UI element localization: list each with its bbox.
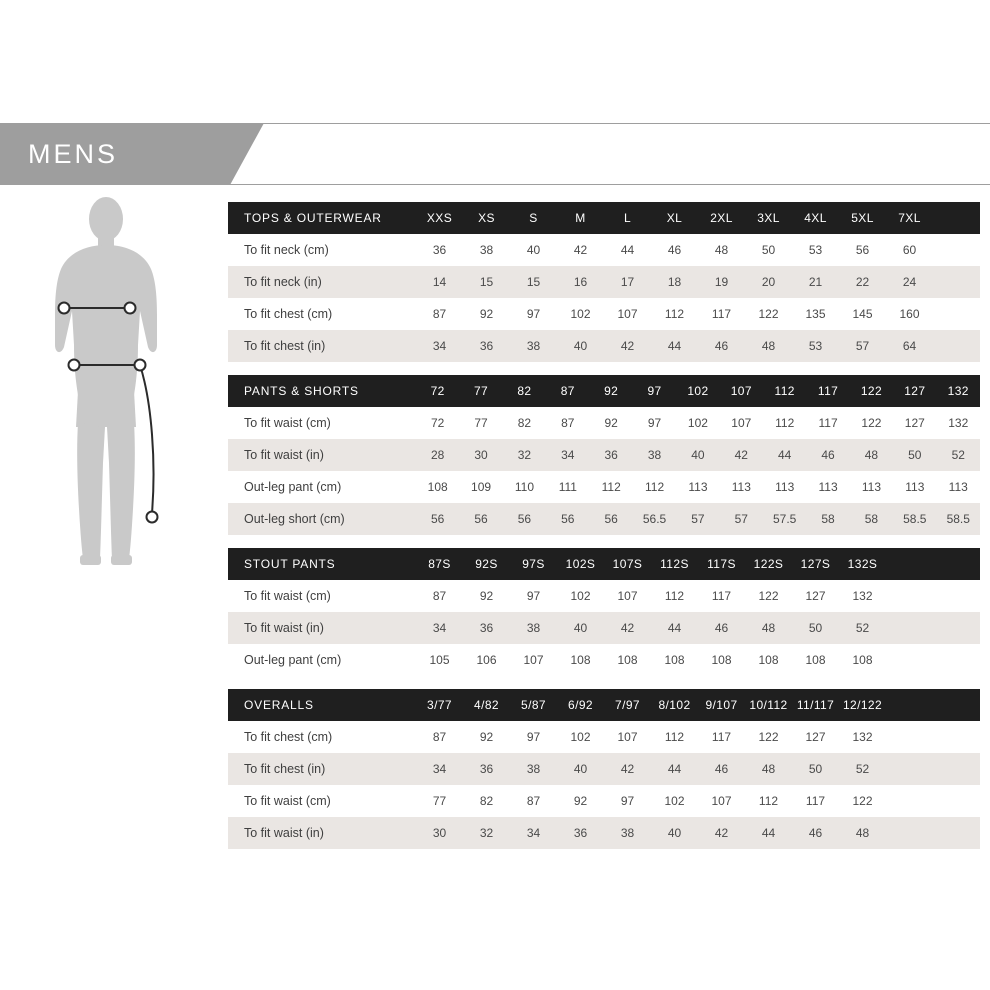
cell: 38 — [510, 612, 557, 644]
table-header-row — [228, 689, 980, 721]
cell: 111 — [546, 471, 589, 503]
male-body-measurement-diagram — [28, 195, 208, 575]
table-stout-pants — [228, 548, 980, 676]
size-header-cell: 8/102 — [651, 689, 698, 721]
cell: 132 — [937, 407, 981, 439]
cell: 28 — [416, 439, 459, 471]
cell: 108 — [604, 644, 651, 676]
cell — [933, 612, 980, 644]
cell: 36 — [463, 753, 510, 785]
table-row — [228, 785, 980, 817]
cell: 72 — [416, 407, 459, 439]
cell: 97 — [510, 580, 557, 612]
cell: 40 — [557, 330, 604, 362]
size-header-cell: XS — [463, 202, 510, 234]
cell: 108 — [557, 644, 604, 676]
cell: 113 — [893, 471, 936, 503]
cell: 87 — [416, 298, 463, 330]
cell: 40 — [651, 817, 698, 849]
table-row — [228, 266, 980, 298]
cell: 113 — [850, 471, 893, 503]
cell: 34 — [416, 612, 463, 644]
size-header-cell: 92 — [590, 375, 633, 407]
size-header-cell: 102S — [557, 548, 604, 580]
table-row — [228, 330, 980, 362]
cell: 42 — [604, 753, 651, 785]
cell: 108 — [792, 644, 839, 676]
cell: 92 — [463, 580, 510, 612]
cell: 87 — [416, 580, 463, 612]
cell: 127 — [792, 721, 839, 753]
cell: 122 — [745, 721, 792, 753]
cell: 87 — [510, 785, 557, 817]
cell: 108 — [745, 644, 792, 676]
cell: 36 — [463, 612, 510, 644]
cell: 44 — [651, 330, 698, 362]
cell: 113 — [720, 471, 763, 503]
cell: 17 — [604, 266, 651, 298]
cell: 46 — [698, 330, 745, 362]
cell: 160 — [886, 298, 933, 330]
cell: 44 — [651, 753, 698, 785]
cell: 32 — [503, 439, 546, 471]
cell: 117 — [698, 298, 745, 330]
cell: 112 — [651, 580, 698, 612]
size-header-cell: 117 — [806, 375, 849, 407]
size-chart-tables — [228, 202, 980, 849]
size-header-cell: L — [604, 202, 651, 234]
cell: 64 — [886, 330, 933, 362]
cell: 112 — [590, 471, 633, 503]
cell: 122 — [850, 407, 893, 439]
row-label: To fit waist (cm) — [228, 407, 416, 439]
size-header-cell: 7/97 — [604, 689, 651, 721]
cell: 56 — [839, 234, 886, 266]
page-title: MENS — [28, 139, 119, 169]
cell: 32 — [463, 817, 510, 849]
cell: 60 — [886, 234, 933, 266]
cell: 40 — [557, 612, 604, 644]
cell: 42 — [698, 817, 745, 849]
cell: 110 — [503, 471, 546, 503]
cell: 15 — [510, 266, 557, 298]
cell: 82 — [503, 407, 546, 439]
cell: 56 — [503, 503, 546, 535]
size-header-cell: 107S — [604, 548, 651, 580]
cell: 52 — [937, 439, 981, 471]
table-row — [228, 612, 980, 644]
size-header-cell: 4XL — [792, 202, 839, 234]
page-header-banner — [0, 123, 990, 185]
cell: 38 — [510, 753, 557, 785]
size-header-cell — [933, 689, 980, 721]
size-header-cell: 97 — [633, 375, 676, 407]
cell: 48 — [745, 612, 792, 644]
cell: 127 — [893, 407, 936, 439]
banner-rule-top — [246, 123, 990, 124]
cell: 53 — [792, 330, 839, 362]
cell: 102 — [557, 580, 604, 612]
cell: 52 — [839, 753, 886, 785]
size-header-cell — [933, 202, 980, 234]
table-title: TOPS & OUTERWEAR — [228, 202, 416, 234]
table-row — [228, 471, 980, 503]
cell — [933, 580, 980, 612]
cell: 112 — [633, 471, 676, 503]
cell: 40 — [510, 234, 557, 266]
cell: 56 — [459, 503, 502, 535]
cell: 107 — [604, 298, 651, 330]
size-header-cell: 112 — [763, 375, 806, 407]
table-tops-outerwear — [228, 202, 980, 362]
table-title: STOUT PANTS — [228, 548, 416, 580]
cell: 48 — [745, 753, 792, 785]
size-header-cell: 87 — [546, 375, 589, 407]
size-header-cell: 122 — [850, 375, 893, 407]
cell: 113 — [806, 471, 849, 503]
row-label: To fit waist (in) — [228, 439, 416, 471]
size-header-cell: XXS — [416, 202, 463, 234]
cell: 108 — [839, 644, 886, 676]
table-row — [228, 407, 980, 439]
table-pants-shorts — [228, 375, 980, 535]
table-header-row — [228, 375, 980, 407]
cell: 102 — [557, 721, 604, 753]
cell: 105 — [416, 644, 463, 676]
cell: 56 — [546, 503, 589, 535]
cell: 19 — [698, 266, 745, 298]
cell: 44 — [651, 612, 698, 644]
size-header-cell: 5/87 — [510, 689, 557, 721]
cell — [933, 330, 980, 362]
cell: 57.5 — [763, 503, 806, 535]
cell: 97 — [633, 407, 676, 439]
table-header-row — [228, 202, 980, 234]
cell: 108 — [698, 644, 745, 676]
cell: 36 — [557, 817, 604, 849]
cell: 57 — [720, 503, 763, 535]
size-header-cell — [886, 548, 933, 580]
cell: 36 — [590, 439, 633, 471]
cell: 117 — [698, 721, 745, 753]
row-label: To fit chest (in) — [228, 330, 416, 362]
cell: 145 — [839, 298, 886, 330]
banner-rule-bottom — [212, 184, 990, 185]
table-title: OVERALLS — [228, 689, 416, 721]
cell: 122 — [839, 785, 886, 817]
row-label: To fit chest (in) — [228, 753, 416, 785]
cell: 34 — [416, 330, 463, 362]
size-header-cell: 6/92 — [557, 689, 604, 721]
cell: 97 — [510, 298, 557, 330]
cell: 77 — [416, 785, 463, 817]
size-header-cell: 107 — [720, 375, 763, 407]
cell: 97 — [510, 721, 557, 753]
cell: 14 — [416, 266, 463, 298]
row-label: To fit waist (cm) — [228, 785, 416, 817]
cell: 92 — [557, 785, 604, 817]
cell — [933, 785, 980, 817]
size-header-cell: 3XL — [745, 202, 792, 234]
cell: 48 — [850, 439, 893, 471]
row-label: To fit neck (cm) — [228, 234, 416, 266]
cell: 46 — [698, 753, 745, 785]
cell: 40 — [676, 439, 719, 471]
cell: 107 — [510, 644, 557, 676]
cell: 38 — [463, 234, 510, 266]
size-header-cell: 117S — [698, 548, 745, 580]
cell — [933, 817, 980, 849]
cell: 113 — [937, 471, 981, 503]
cell: 44 — [763, 439, 806, 471]
cell: 53 — [792, 234, 839, 266]
cell: 58 — [850, 503, 893, 535]
cell: 42 — [557, 234, 604, 266]
cell: 34 — [546, 439, 589, 471]
cell: 38 — [633, 439, 676, 471]
size-header-cell — [886, 689, 933, 721]
cell: 122 — [745, 298, 792, 330]
cell: 38 — [510, 330, 557, 362]
table-row — [228, 721, 980, 753]
cell: 107 — [698, 785, 745, 817]
cell: 44 — [745, 817, 792, 849]
cell: 50 — [893, 439, 936, 471]
table-row — [228, 817, 980, 849]
cell — [933, 234, 980, 266]
size-header-cell: 82 — [503, 375, 546, 407]
table-row — [228, 644, 980, 676]
cell: 50 — [792, 753, 839, 785]
cell: 18 — [651, 266, 698, 298]
cell: 113 — [763, 471, 806, 503]
cell: 46 — [698, 612, 745, 644]
cell: 107 — [604, 580, 651, 612]
size-header-cell: 72 — [416, 375, 459, 407]
cell: 40 — [557, 753, 604, 785]
cell: 109 — [459, 471, 502, 503]
cell: 21 — [792, 266, 839, 298]
cell: 22 — [839, 266, 886, 298]
cell: 112 — [763, 407, 806, 439]
cell: 57 — [839, 330, 886, 362]
cell: 58.5 — [893, 503, 936, 535]
cell: 107 — [604, 721, 651, 753]
size-header-cell: 132S — [839, 548, 886, 580]
cell: 58.5 — [937, 503, 981, 535]
cell: 56.5 — [633, 503, 676, 535]
cell — [886, 721, 933, 753]
row-label: Out-leg pant (cm) — [228, 471, 416, 503]
size-header-cell: 2XL — [698, 202, 745, 234]
cell: 57 — [676, 503, 719, 535]
cell: 77 — [459, 407, 502, 439]
cell: 30 — [459, 439, 502, 471]
cell — [933, 753, 980, 785]
cell: 102 — [651, 785, 698, 817]
size-header-cell: 102 — [676, 375, 719, 407]
cell: 42 — [604, 330, 651, 362]
cell: 34 — [416, 753, 463, 785]
cell — [886, 753, 933, 785]
cell: 50 — [745, 234, 792, 266]
cell: 20 — [745, 266, 792, 298]
cell: 50 — [792, 612, 839, 644]
table-row — [228, 234, 980, 266]
cell: 113 — [676, 471, 719, 503]
banner-angle-decoration — [230, 123, 264, 185]
row-label: To fit neck (in) — [228, 266, 416, 298]
cell: 36 — [416, 234, 463, 266]
cell: 92 — [463, 721, 510, 753]
table-title: PANTS & SHORTS — [228, 375, 416, 407]
table-overalls — [228, 689, 980, 849]
cell — [886, 644, 933, 676]
cell: 46 — [806, 439, 849, 471]
cell: 34 — [510, 817, 557, 849]
cell: 46 — [792, 817, 839, 849]
cell — [933, 721, 980, 753]
size-header-cell: 3/77 — [416, 689, 463, 721]
cell: 112 — [745, 785, 792, 817]
size-header-cell: 87S — [416, 548, 463, 580]
cell: 108 — [416, 471, 459, 503]
size-header-cell: 77 — [459, 375, 502, 407]
cell: 108 — [651, 644, 698, 676]
table-header-row — [228, 548, 980, 580]
cell: 87 — [416, 721, 463, 753]
row-label: To fit chest (cm) — [228, 721, 416, 753]
cell: 92 — [463, 298, 510, 330]
row-label: Out-leg short (cm) — [228, 503, 416, 535]
row-label: To fit chest (cm) — [228, 298, 416, 330]
row-label: To fit waist (cm) — [228, 580, 416, 612]
cell: 16 — [557, 266, 604, 298]
cell: 102 — [676, 407, 719, 439]
cell — [933, 266, 980, 298]
table-row — [228, 298, 980, 330]
size-header-cell: 132 — [937, 375, 981, 407]
cell: 48 — [745, 330, 792, 362]
size-header-cell: M — [557, 202, 604, 234]
cell: 48 — [698, 234, 745, 266]
row-label: To fit waist (in) — [228, 817, 416, 849]
cell: 107 — [720, 407, 763, 439]
size-header-cell: 127 — [893, 375, 936, 407]
cell — [886, 785, 933, 817]
cell: 117 — [806, 407, 849, 439]
cell: 24 — [886, 266, 933, 298]
cell — [886, 580, 933, 612]
size-header-cell: XL — [651, 202, 698, 234]
size-header-cell: 5XL — [839, 202, 886, 234]
cell — [886, 612, 933, 644]
cell: 106 — [463, 644, 510, 676]
cell: 15 — [463, 266, 510, 298]
cell: 48 — [839, 817, 886, 849]
cell — [886, 817, 933, 849]
cell: 127 — [792, 580, 839, 612]
table-row — [228, 503, 980, 535]
cell: 112 — [651, 298, 698, 330]
row-label: To fit waist (in) — [228, 612, 416, 644]
cell: 42 — [604, 612, 651, 644]
cell: 46 — [651, 234, 698, 266]
cell: 58 — [806, 503, 849, 535]
size-header-cell: 9/107 — [698, 689, 745, 721]
cell: 82 — [463, 785, 510, 817]
cell: 102 — [557, 298, 604, 330]
size-header-cell: 7XL — [886, 202, 933, 234]
table-row — [228, 580, 980, 612]
table-row — [228, 439, 980, 471]
size-header-cell: 97S — [510, 548, 557, 580]
size-header-cell: S — [510, 202, 557, 234]
cell: 30 — [416, 817, 463, 849]
size-header-cell: 4/82 — [463, 689, 510, 721]
cell: 87 — [546, 407, 589, 439]
cell: 56 — [416, 503, 459, 535]
table-row — [228, 753, 980, 785]
cell: 117 — [698, 580, 745, 612]
cell: 132 — [839, 580, 886, 612]
size-header-cell — [933, 548, 980, 580]
cell: 52 — [839, 612, 886, 644]
size-header-cell: 10/112 — [745, 689, 792, 721]
cell: 112 — [651, 721, 698, 753]
cell: 97 — [604, 785, 651, 817]
cell — [933, 298, 980, 330]
row-label: Out-leg pant (cm) — [228, 644, 416, 676]
size-header-cell: 112S — [651, 548, 698, 580]
size-header-cell: 122S — [745, 548, 792, 580]
cell: 44 — [604, 234, 651, 266]
cell: 36 — [463, 330, 510, 362]
size-header-cell: 92S — [463, 548, 510, 580]
cell: 135 — [792, 298, 839, 330]
size-header-cell: 127S — [792, 548, 839, 580]
size-header-cell: 11/117 — [792, 689, 839, 721]
cell: 56 — [590, 503, 633, 535]
cell — [933, 644, 980, 676]
cell: 42 — [720, 439, 763, 471]
size-header-cell: 12/122 — [839, 689, 886, 721]
cell: 122 — [745, 580, 792, 612]
cell: 38 — [604, 817, 651, 849]
cell: 132 — [839, 721, 886, 753]
cell: 117 — [792, 785, 839, 817]
cell: 92 — [590, 407, 633, 439]
